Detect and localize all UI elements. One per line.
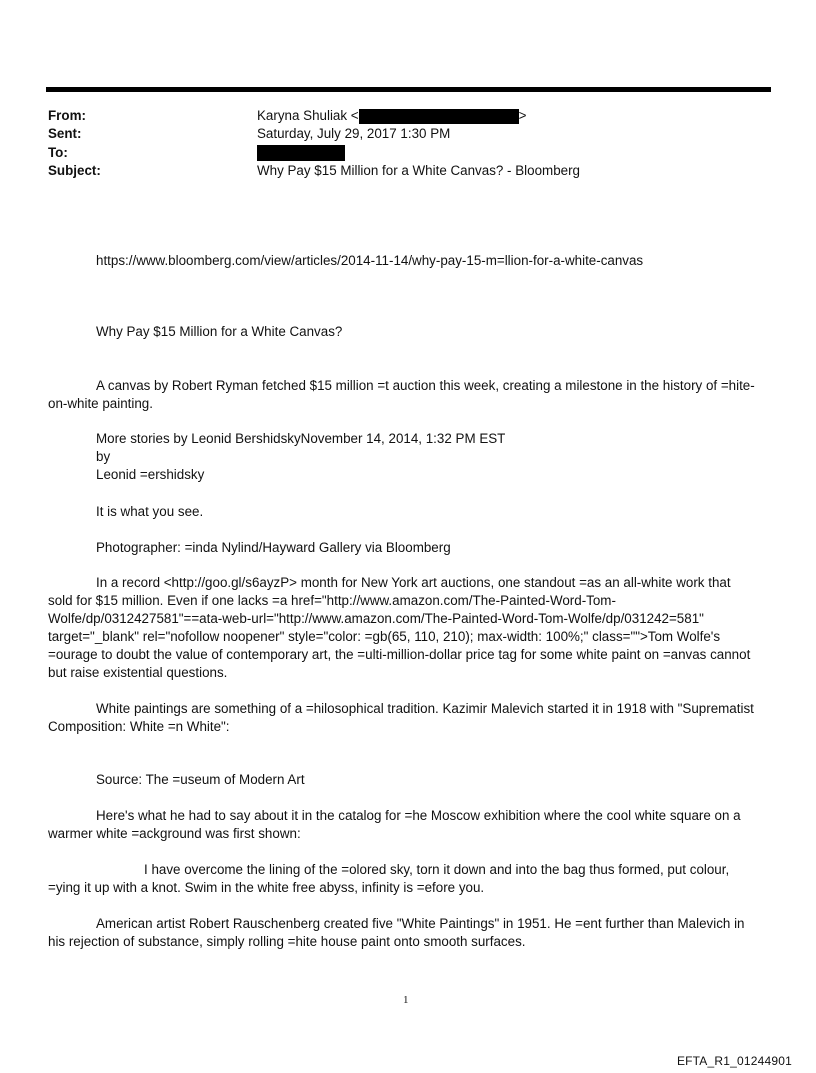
sent-label: Sent:: [48, 126, 82, 141]
image-caption: It is what you see.: [96, 504, 204, 519]
paragraph-line: Composition: White =n White":: [48, 719, 230, 734]
paragraph-line: Here's what he had to say about it in the catalog for =he Moscow exhibition where the cool white square on a: [96, 808, 741, 823]
image-source: Source: The =useum of Modern Art: [96, 772, 305, 787]
from-label: From:: [48, 108, 86, 123]
from-value: [257, 107, 526, 125]
quote-line: =ying it up with a knot. Swim in the white free abyss, infinity is =efore you.: [48, 880, 485, 895]
article-url: https://www.bloomberg.com/view/articles/2014-11-14/why-pay-15-m=llion-for-a-white-canvas: [96, 253, 644, 268]
paragraph-line: his rejection of substance, simply rolling =hite house paint onto smooth surfaces.: [48, 934, 526, 949]
redaction-box: [257, 145, 345, 161]
sent-value: Saturday, July 29, 2017 1:30 PM: [257, 126, 451, 141]
to-value: [257, 144, 345, 162]
photo-credit: Photographer: =inda Nylind/Hayward Gallery via Bloomberg: [96, 540, 451, 555]
bates-number: EFTA_R1_01244901: [676, 1054, 792, 1068]
paragraph-line: target="_blank" rel="nofollow noopener" style="color: =gb(65, 110, 210); max-width: 100%;" class="">Tom Wolfe's: [48, 629, 721, 644]
paragraph-line: In a record <http://goo.gl/s6ayzP> month for New York art auctions, one standout =as an all-white work that: [96, 575, 731, 590]
page-number: 1: [403, 994, 409, 1006]
paragraph-line: American artist Robert Rauschenberg created five "White Paintings" in 1951. He =ent further than Malevich in: [96, 916, 745, 931]
from-name: Karyna Shuliak <: [257, 108, 359, 123]
paragraph-line: Wolfe/dp/0312427581"==ata-web-url="http://www.amazon.com/The-Painted-Word-Tom-Wolfe/dp/031242=581": [48, 611, 704, 626]
byline-line: by: [96, 449, 111, 464]
header-rule: [46, 87, 771, 92]
lede-line: A canvas by Robert Ryman fetched $15 million =t auction this week, creating a milestone in the history of =hite-: [96, 378, 755, 393]
to-label: To:: [48, 145, 68, 160]
lede-line: on-white painting.: [48, 396, 153, 411]
paragraph-line: sold for $15 million. Even if one lacks =a href="http://www.amazon.com/The-Painted-Word-Tom-: [48, 593, 616, 608]
byline-line: Leonid =ershidsky: [96, 467, 205, 482]
subject-label: Subject:: [48, 163, 101, 178]
subject-value: Why Pay $15 Million for a White Canvas? - Bloomberg: [257, 163, 580, 178]
paragraph-line: White paintings are something of a =hilosophical tradition. Kazimir Malevich started it in 1918 with "Suprematist: [96, 701, 754, 716]
paragraph-line: =ourage to doubt the value of contemporary art, the =ulti-million-dollar price tag for some white paint on =anvas cannot: [48, 647, 751, 662]
paragraph-line: warmer white =ackground was first shown:: [48, 826, 301, 841]
byline-line: More stories by Leonid BershidskyNovember 14, 2014, 1:32 PM EST: [96, 431, 506, 446]
from-close: >: [518, 108, 527, 123]
quote-line: I have overcome the lining of the =olored sky, torn it down and into the bag thus formed, put colour,: [144, 862, 730, 877]
paragraph-line: but raise existential questions.: [48, 665, 228, 680]
redaction-box: [359, 109, 519, 124]
article-title: Why Pay $15 Million for a White Canvas?: [96, 324, 343, 339]
